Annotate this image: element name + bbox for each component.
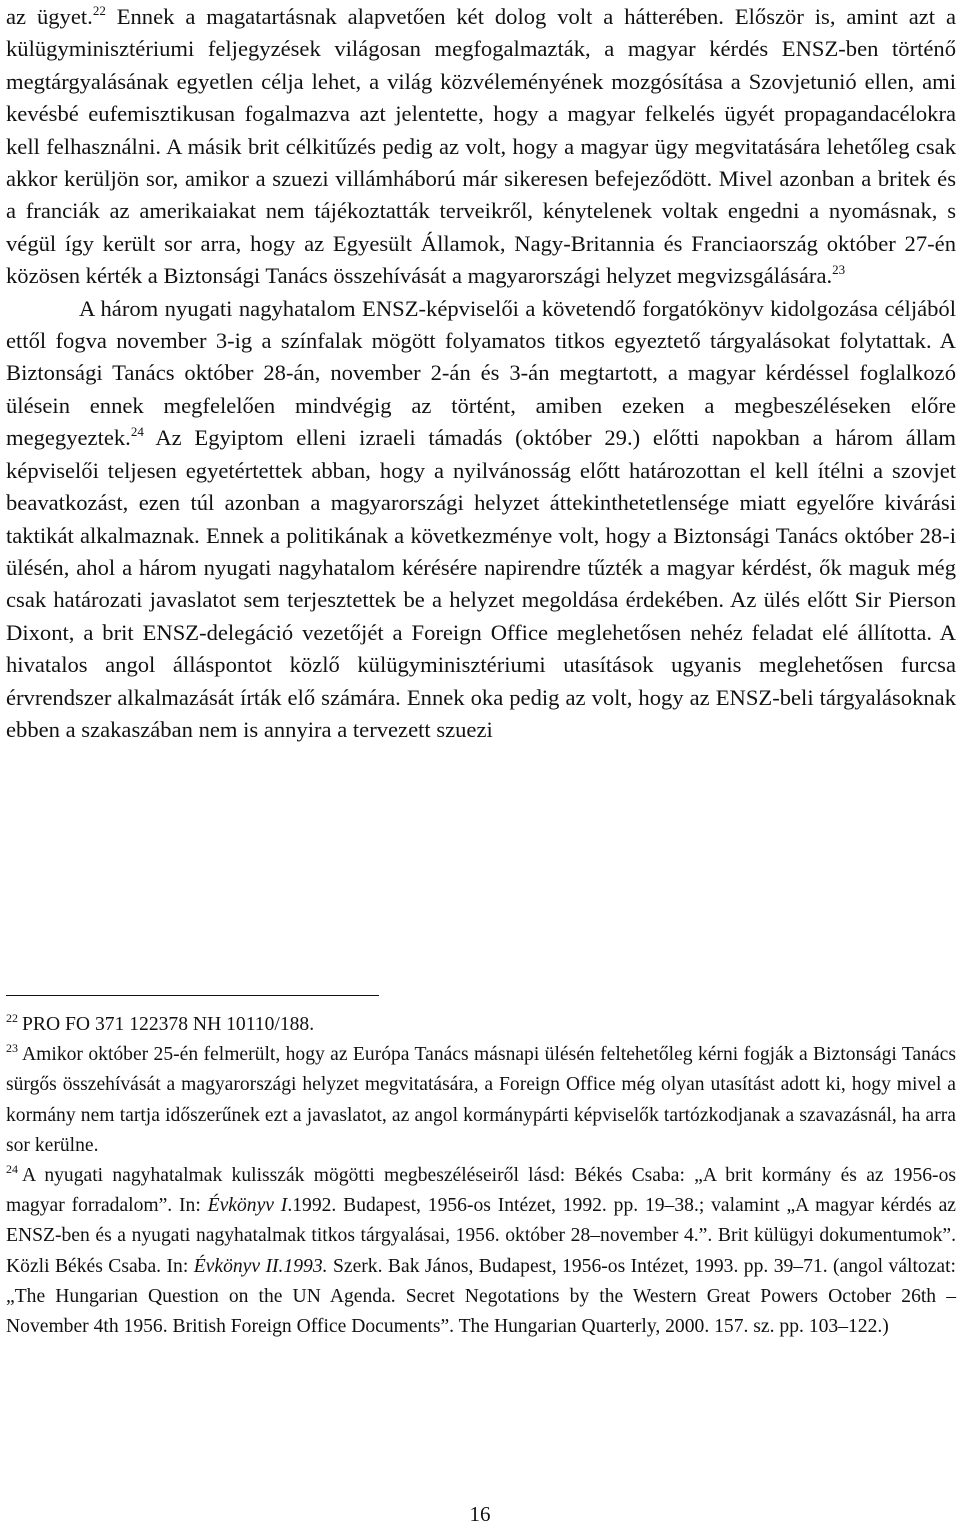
footnote-separator bbox=[6, 995, 379, 996]
footnote-text: Szerk. Bak János, Budapest, 1956-os Intézet, 1993. pp. 39–71. (angol változat: „The Hungarian Question on the UN Agenda. Secret Negotations by the Western Great Powers October 26th – November 4th 1956. British Foreign Office Documents”. The Hungarian Quarterly, 2000. 157. sz. pp. 103–122.) bbox=[6, 1255, 956, 1338]
footnote-ref-23[interactable]: 23 bbox=[832, 262, 846, 278]
footnote-text: .1992. Budapest, 1956-os Intézet, 1992. pp. 19–38.; valamint „A magyar kérdés az ENSZ-ben és a nyugati nagyhatalmak titkos tárgyalásai, 1956. október 28–november 4.”. Brit külügyi dokumentumok”. Közli Békés Csaba. In: bbox=[6, 1195, 956, 1277]
footnote-ref-22[interactable]: 22 bbox=[92, 3, 106, 18]
paragraph-text: az ügyet. bbox=[6, 4, 93, 29]
footnote-23 bbox=[6, 1040, 956, 1161]
page-number: 16 bbox=[469, 1502, 491, 1526]
footnote-22 bbox=[6, 1010, 956, 1040]
paragraph-text: A három nyugati nagyhatalom ENSZ-képviselői a követendő forgatókönyv kidolgozása céljából ettől fogva november 3-ig a színfalak mögött folyamatos titkos egyeztető tárgyalásokat folytattak. A Biztonsági Tanács október 28-án, november 2-án és 3-án megtartott, a magyar kérdéssel foglalkozó ülésein ennek megfelelően mindvégig az történt, amiben ezeken a megbeszéléseken előre megegyeztek. bbox=[6, 295, 956, 451]
footnotes bbox=[6, 1010, 956, 1342]
footnote-title-italic: Évkönyv II.1993. bbox=[193, 1255, 328, 1277]
footnote-title-italic: Évkönyv I bbox=[207, 1195, 288, 1217]
footnote-text: PRO FO 371 122378 NH 10110/188. bbox=[22, 1014, 315, 1035]
footnote-ref-24[interactable]: 24 bbox=[130, 424, 144, 440]
page bbox=[6, 0, 956, 1338]
paragraph-text: Az Egyiptom elleni izraeli támadás (október 29.) előtti napokban a három állam képviselői teljesen egyetértettek abban, hogy a nyilvánosság előtt határozottan el kell ítélni a szovjet beavatkozást, ezen túl azonban a magyarországi helyzet áttekinthetetlensége miatt egyelőre kivárási taktikát alkalmaznak. Ennek a politikának a következménye volt, hogy a Biztonsági Tanács október 28-i ülésén, ahol a három nyugati nagyhatalom kérésére napirendre tűzték a magyar kérdést, ők maguk még csak határozati javaslatot sem terjesztettek be a helyzet megoldása érdekében. Az ülés előtt Sir Pierson Dixont, a brit ENSZ-delegáció vezetőjét a Foreign Office meglehetősen nehéz feladat elé állította. A hivatalos angol álláspontot közlő külügyminisztériumi utasítások ugyanis meglehetősen furcsa érvrendszer alkalmazását írták elő számára. Ennek oka pedig az volt, hogy az ENSZ-beli tárgyalásoknak ebben a szakaszában nem is annyira a tervezett szuezi bbox=[6, 425, 956, 742]
footnote-text: Amikor október 25-én felmerült, hogy az Európa Tanács másnapi ülésén feltehetőleg kérni fogják a Biztonsági Tanács sürgős összehívását a magyarországi helyzet megvitatására, a Foreign Office még olyan utasítást adott ki, hogy mivel a kormány nem tartja időszerűnek ezt a javaslatot, az angol kormánypárti képviselők tartózkodjanak a szavazásnál, ha arra sor kerülne. bbox=[6, 1044, 956, 1156]
main-text bbox=[6, 0, 956, 746]
footnote-number: 22 bbox=[6, 1011, 18, 1025]
paragraph-text: Ennek a magatartásnak alapvetően két dolog volt a hátterében. Először is, amint azt a külügyminisztériumi feljegyzések világosan megfogalmazták, a magyar kérdés ENSZ-ben történő megtárgyalásának egyetlen célja lehet, a világ közvéleményének mozgósítása a Szovjetunió ellen, ami kevésbé eufemisztikusan fogalmazva azt jelentette, hogy a magyar felkelés ügyét propagandacélokra kell felhasználni. A másik brit célkitűzés pedig az volt, hogy a magyar ügy megvitatására lehetőleg csak akkor kerüljön sor, amikor a szuezi villámháború már sikeresen befejeződött. Mivel azonban a britek és a franciák az amerikaiakat nem tájékoztatták terveikről, kénytelenek voltak engedni a nyomásnak, s végül így került sor arra, hogy az Egyesült Államok, Nagy-Britannia és Franciaország október 27-én közösen kérték a Biztonsági Tanács összehívását a magyarországi helyzet megvizsgálására. bbox=[6, 4, 956, 289]
paragraph-2 bbox=[6, 293, 956, 747]
footnote-number: 24 bbox=[6, 1162, 18, 1177]
footnote-number: 23 bbox=[6, 1041, 18, 1056]
footnote-text: A nyugati nagyhatalmak kulisszák mögötti megbeszéléseiről lásd: Békés Csaba: „A brit kormány és az 1956-os magyar forradalom”. In: bbox=[6, 1165, 956, 1217]
footnote-24 bbox=[6, 1161, 956, 1342]
paragraph-1 bbox=[6, 1, 956, 293]
